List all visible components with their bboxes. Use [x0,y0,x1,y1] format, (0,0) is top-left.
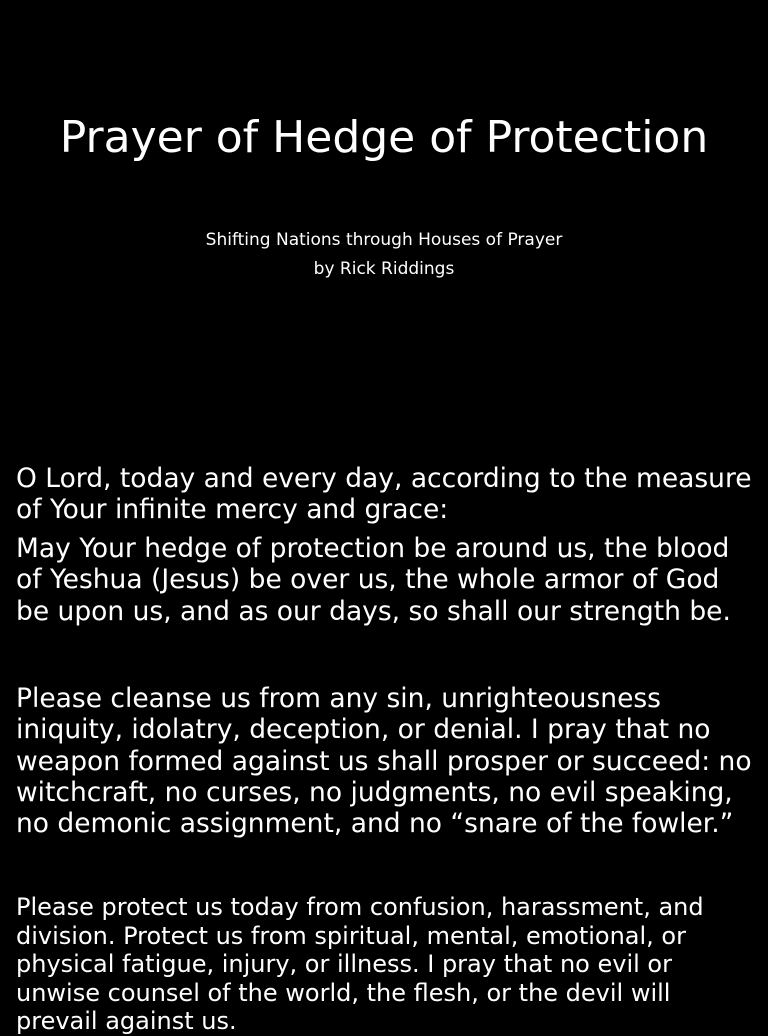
document-author: by Rick Riddings [313,259,455,279]
prayer-paragraph-cleanse: Please cleanse us from any sin, unrighteousness iniquity, idolatry, deception, or denial. I pray that no weapon formed against us shall prosper or succeed: no witchcraft, no curses, no judgments, no evil speaking, no demonic assignment, and no “snare of the fowler.” [16,683,752,840]
prayer-paragraph-hedge: May Your hedge of protection be around us, the blood of Yeshua (Jesus) be over us, the whole armor of God be upon us, and as our days, so shall our strength be. [16,533,731,627]
document-subtitle: Shifting Nations through Houses of Prayer [205,230,563,250]
prayer-paragraph-protect: Please protect us today from confusion, harassment, and division. Protect us from spiritual, mental, emotional, or physical fatigue, injury, or illness. I pray that no evil or unwise counsel of the world, the flesh, or the devil will prevail against us. [16,893,704,1035]
document-title: Prayer of Hedge of Protection [59,112,709,163]
prayer-paragraph-opening: O Lord, today and every day, according to the measure of Your infinite mercy and grace: [16,463,752,526]
